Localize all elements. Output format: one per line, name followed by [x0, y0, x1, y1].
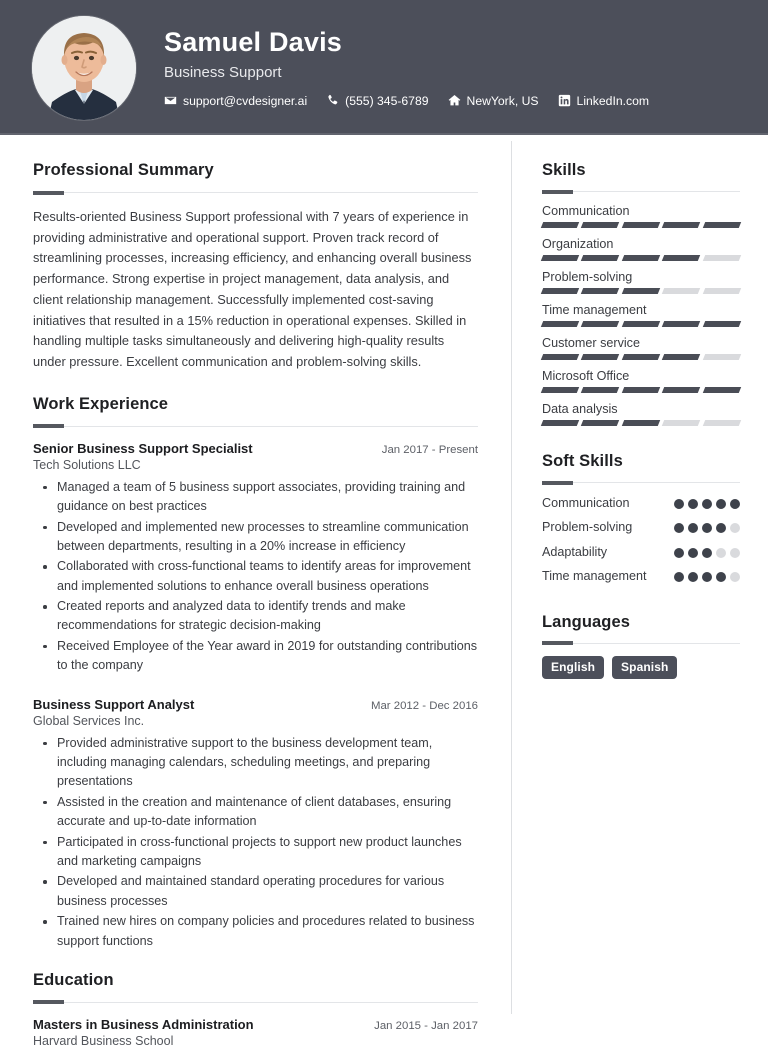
skill-label: Customer service	[542, 336, 640, 350]
spacer	[33, 683, 478, 697]
contact-email[interactable]	[164, 94, 307, 108]
experience-role: Senior Business Support Specialist	[33, 440, 253, 456]
soft-skill-rating	[674, 519, 740, 533]
rating-dot	[716, 572, 726, 582]
list-item: Developed and implemented new processes to streamline communication between departments, resulting in a 20% increase in efficiency	[56, 518, 478, 557]
education-entry	[33, 1017, 478, 1048]
contact-linkedin-text: LinkedIn.com	[576, 93, 650, 108]
section-title: Soft Skills	[542, 452, 623, 470]
experience-company: Tech Solutions LLC	[33, 457, 141, 472]
skill-level-bar	[542, 420, 740, 426]
soft-skill-item	[542, 519, 740, 536]
resume-body	[0, 135, 768, 1048]
skill-item	[542, 336, 740, 360]
skill-bar-segment	[702, 321, 741, 327]
rating-dot	[716, 548, 726, 558]
skill-level-bar	[542, 255, 740, 261]
soft-skill-rating	[674, 544, 740, 558]
section-divider	[542, 643, 740, 644]
experience-dates: Mar 2012 - Dec 2016	[370, 699, 478, 712]
envelope-icon	[164, 94, 177, 107]
section-divider	[33, 192, 478, 193]
header-text-block	[164, 27, 649, 107]
contact-email-text: support@cvdesigner.ai	[183, 93, 308, 108]
section-skills	[542, 161, 740, 426]
skill-label: Time management	[542, 303, 647, 317]
resume-header	[0, 0, 768, 135]
home-icon	[448, 94, 461, 107]
skill-bar-segment	[541, 354, 580, 360]
sidebar-column	[512, 135, 768, 1014]
language-tag: Spanish	[612, 656, 677, 679]
soft-skill-label: Adaptability	[542, 544, 608, 559]
skill-item	[542, 402, 740, 426]
skill-bar-segment	[541, 387, 580, 393]
skill-level-bar	[542, 288, 740, 294]
skill-bar-segment	[622, 288, 661, 294]
rating-dot	[674, 548, 684, 558]
list-item: Trained new hires on company policies and procedures related to business support functions	[56, 912, 478, 951]
rating-dot	[702, 499, 712, 509]
section-work-experience	[33, 395, 478, 951]
section-title: Languages	[542, 612, 631, 631]
skill-label: Data analysis	[542, 402, 618, 416]
rating-dot	[730, 499, 740, 509]
skill-bar-segment	[662, 420, 701, 426]
rating-dot	[688, 523, 698, 533]
rating-dot	[688, 572, 698, 582]
rating-dot	[716, 523, 726, 533]
list-item: Collaborated with cross-functional teams to identify areas for improvement and implemented solutions to enhance overall business operations	[56, 557, 478, 596]
section-title: Skills	[542, 161, 586, 179]
soft-skill-label: Communication	[542, 496, 630, 510]
skill-level-bar	[542, 354, 740, 360]
skill-bar-segment	[581, 222, 620, 228]
skill-item	[542, 303, 740, 327]
experience-bullet-list	[33, 734, 478, 951]
skill-bar-segment	[581, 321, 620, 327]
skill-bar-segment	[622, 255, 661, 261]
contact-location[interactable]	[448, 94, 539, 108]
candidate-job-title: Business Support	[164, 63, 282, 81]
section-divider	[33, 1002, 478, 1003]
contact-phone-text: (555) 345-6789	[345, 93, 429, 108]
skill-bar-segment	[662, 288, 701, 294]
list-item: Received Employee of the Year award in 2019 for outstanding contributions to the company	[56, 637, 478, 676]
contact-phone[interactable]	[326, 94, 428, 108]
rating-dot	[702, 572, 712, 582]
list-item: Assisted in the creation and maintenance of client databases, ensuring accurate and up-to-date information	[56, 793, 478, 832]
section-education	[33, 971, 478, 1048]
skill-bar-segment	[622, 387, 661, 393]
summary-text: Results-oriented Business Support professional with 7 years of experience in providing administrative and operational support. Proven track record of streamlining processes, increasing efficiency, and enhancing overall business performance. Strong expertise in project management, data analysis, and client relationship management. Successfully implemented cost-saving initiatives that resulted in a 15% reduction in operational expenses. Skilled in handling multiple tasks simultaneously and delivering high-quality results under pressure. Excellent communication and problem-solving skills.	[33, 209, 472, 370]
soft-skill-item	[542, 568, 740, 585]
education-dates: Jan 2015 - Jan 2017	[374, 1019, 478, 1032]
section-title: Education	[33, 970, 114, 989]
section-professional-summary	[33, 161, 478, 373]
rating-dot	[674, 499, 684, 509]
skill-level-bar	[542, 222, 740, 228]
rating-dot	[702, 523, 712, 533]
contact-linkedin[interactable]	[558, 94, 650, 108]
skill-bar-segment	[622, 321, 661, 327]
experience-company: Global Services Inc.	[33, 713, 145, 728]
skill-bar-segment	[541, 222, 580, 228]
main-column	[0, 135, 511, 1048]
skill-bar-segment	[702, 387, 741, 393]
skill-level-bar	[542, 321, 740, 327]
rating-dot	[688, 548, 698, 558]
skill-bar-segment	[662, 387, 701, 393]
rating-dot	[730, 548, 740, 558]
rating-dot	[702, 548, 712, 558]
experience-header	[33, 697, 478, 712]
skill-label: Problem-solving	[542, 270, 633, 284]
skill-bar-segment	[662, 255, 701, 261]
rating-dot	[688, 499, 698, 509]
section-divider	[542, 482, 740, 483]
skill-label: Communication	[542, 204, 630, 218]
list-item: Created reports and analyzed data to identify trends and make recommendations for strategic decision-making	[56, 597, 478, 636]
skill-bar-segment	[702, 420, 741, 426]
experience-header	[33, 441, 478, 456]
section-title: Professional Summary	[33, 161, 214, 179]
skill-item	[542, 270, 740, 294]
list-item: Managed a team of 5 business support associates, providing training and guidance on best practices	[56, 478, 478, 517]
skill-bar-segment	[581, 354, 620, 360]
skill-item	[542, 204, 740, 228]
skill-bar-segment	[662, 222, 701, 228]
skill-label: Microsoft Office	[542, 369, 630, 383]
section-languages	[542, 613, 740, 679]
section-divider	[542, 191, 740, 192]
soft-skill-item	[542, 495, 740, 512]
soft-skill-item	[542, 544, 740, 561]
phone-icon	[326, 94, 339, 107]
skill-bar-segment	[581, 387, 620, 393]
language-tag-list	[542, 656, 740, 679]
candidate-name: Samuel Davis	[164, 27, 342, 58]
experience-dates: Jan 2017 - Present	[381, 443, 478, 456]
section-soft-skills	[542, 452, 740, 586]
soft-skill-label: Problem-solving	[542, 520, 633, 535]
skill-bar-segment	[622, 222, 661, 228]
skill-bar-segment	[702, 354, 741, 360]
list-item: Provided administrative support to the business development team, including managing calendars, scheduling meetings, and preparing presentations	[56, 734, 478, 792]
skill-bar-segment	[541, 321, 580, 327]
skill-bar-segment	[702, 288, 741, 294]
skill-bar-segment	[541, 420, 580, 426]
education-degree: Masters in Business Administration	[33, 1016, 254, 1032]
skill-bar-segment	[541, 288, 580, 294]
experience-entry	[33, 697, 478, 951]
rating-dot	[730, 572, 740, 582]
skill-bar-segment	[581, 255, 620, 261]
skill-bar-segment	[622, 420, 661, 426]
soft-skill-label: Time management	[542, 569, 647, 584]
linkedin-icon	[558, 94, 571, 107]
skill-label: Organization	[542, 237, 614, 251]
skill-bar-segment	[581, 420, 620, 426]
education-header	[33, 1017, 478, 1032]
rating-dot	[730, 523, 740, 533]
skill-bar-segment	[702, 222, 741, 228]
skill-level-bar	[542, 387, 740, 393]
experience-bullet-list	[33, 478, 478, 676]
contact-location-text: NewYork, US	[466, 93, 539, 108]
rating-dot	[674, 572, 684, 582]
contact-list	[164, 94, 649, 108]
experience-entry	[33, 441, 478, 676]
rating-dot	[716, 499, 726, 509]
list-item: Developed and maintained standard operating procedures for various business processes	[56, 872, 478, 911]
section-divider	[33, 426, 478, 427]
rating-dot	[674, 523, 684, 533]
section-title: Work Experience	[33, 394, 169, 413]
skill-bar-segment	[581, 288, 620, 294]
skill-bar-segment	[662, 321, 701, 327]
soft-skill-rating	[674, 495, 740, 509]
soft-skill-rating	[674, 568, 740, 582]
skill-bar-segment	[662, 354, 701, 360]
avatar	[32, 16, 136, 120]
education-school: Harvard Business School	[33, 1033, 174, 1048]
skill-bar-segment	[622, 354, 661, 360]
list-item: Participated in cross-functional projects to support new product launches and marketing campaigns	[56, 833, 478, 872]
language-tag: English	[542, 656, 604, 679]
skill-bar-segment	[702, 255, 741, 261]
experience-role: Business Support Analyst	[33, 696, 195, 712]
skill-item	[542, 369, 740, 393]
skill-item	[542, 237, 740, 261]
skill-bar-segment	[541, 255, 580, 261]
